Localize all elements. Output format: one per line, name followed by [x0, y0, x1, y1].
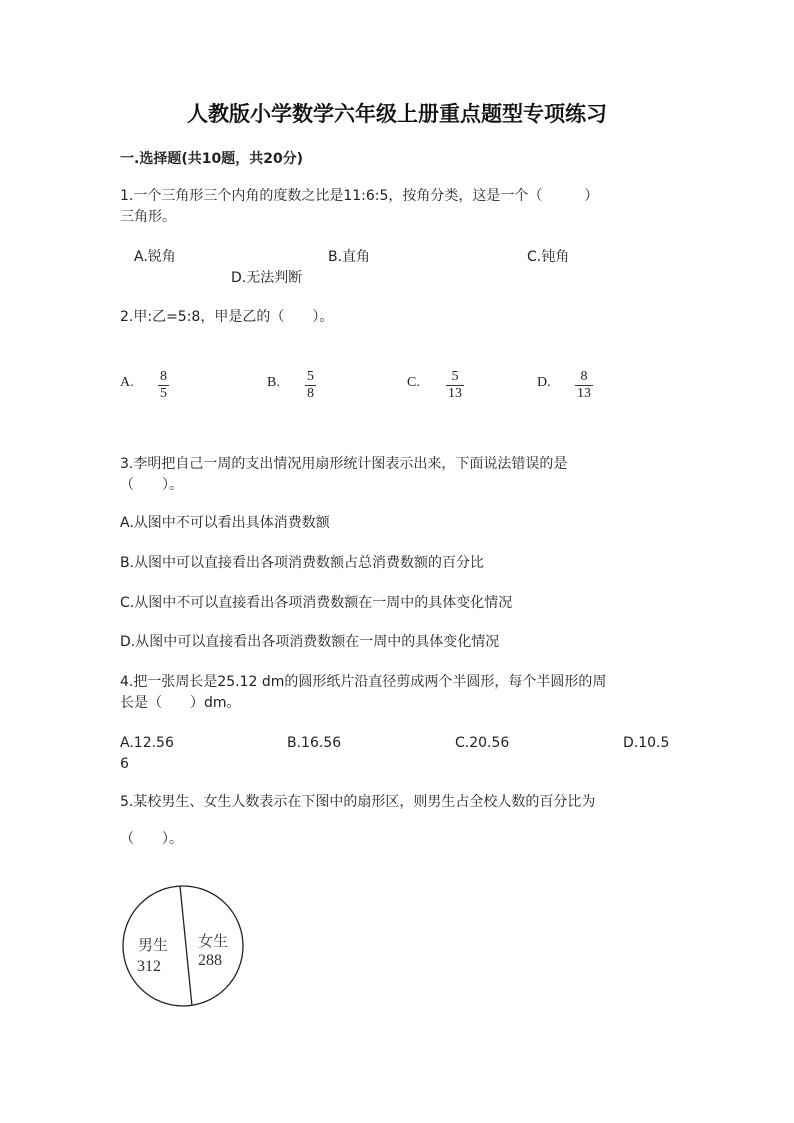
pie-value-boys: 312 — [137, 958, 161, 975]
pie-label-boys: 男生 — [138, 936, 169, 954]
question-4-option-d-wrap: 6 — [120, 756, 129, 772]
question-5-stem-cont: （ ）。 — [120, 831, 183, 847]
fraction-denominator: 8 — [307, 386, 314, 401]
question-3-option-a[interactable]: A.从图中不可以看出具体消费数额 — [120, 515, 330, 531]
question-4-option-b[interactable]: B.16.56 — [287, 735, 342, 751]
pie-value-girls: 288 — [198, 952, 222, 969]
question-4-option-d[interactable]: D.10.5 — [623, 735, 670, 751]
question-2-option-b[interactable]: B. — [267, 375, 280, 390]
question-2-fraction-d — [575, 369, 593, 402]
question-2-fraction-a — [158, 369, 169, 402]
question-4-option-a[interactable]: A.12.56 — [120, 735, 174, 751]
question-4-option-c[interactable]: C.20.56 — [455, 735, 510, 751]
question-2-fraction-b — [305, 369, 316, 402]
question-5-stem: 5.某校男生、女生人数表示在下图中的扇形区，则男生占全校人数的百分比为 — [120, 794, 596, 810]
question-1-stem-cont: 三角形。 — [120, 209, 176, 225]
question-3-option-b[interactable]: B.从图中可以直接看出各项消费数额占总消费数额的百分比 — [120, 555, 485, 571]
question-4-stem-cont: 长是（ ）dm。 — [120, 695, 241, 711]
pie-chart — [118, 880, 250, 1012]
question-3-stem-cont: （ ）。 — [120, 477, 183, 493]
fraction-denominator: 13 — [448, 386, 462, 401]
question-1-option-c[interactable]: C.钝角 — [527, 249, 570, 265]
question-1-option-b[interactable]: B.直角 — [328, 249, 371, 265]
question-2-stem: 2.甲:乙=5:8，甲是乙的（ ）。 — [120, 309, 334, 325]
fraction-denominator: 13 — [577, 386, 591, 401]
section-heading: 一.选择题(共10题，共20分) — [120, 151, 304, 167]
question-3-option-c[interactable]: C.从图中不可以直接看出各项消费数额在一周中的具体变化情况 — [120, 595, 513, 611]
question-3-stem: 3.李明把自己一周的支出情况用扇形统计图表示出来，下面说法错误的是 — [120, 456, 568, 472]
fraction-denominator: 5 — [160, 386, 167, 401]
question-2-option-c[interactable]: C. — [407, 375, 420, 390]
fraction-numerator: 8 — [580, 369, 588, 384]
pie-label-girls: 女生 — [198, 932, 229, 950]
page-title: 人教版小学数学六年级上册重点题型专项练习 — [187, 101, 607, 126]
question-4-stem: 4.把一张周长是25.12 dm的圆形纸片沿直径剪成两个半圆形，每个半圆形的周 — [120, 674, 607, 690]
fraction-numerator: 8 — [160, 369, 167, 384]
question-2-option-d[interactable]: D. — [537, 375, 551, 390]
question-1-option-a[interactable]: A.锐角 — [134, 249, 176, 265]
question-2-fraction-c — [446, 369, 464, 402]
question-1-option-d[interactable]: D.无法判断 — [231, 270, 303, 286]
fraction-numerator: 5 — [451, 369, 459, 384]
question-3-option-d[interactable]: D.从图中可以直接看出各项消费数额在一周中的具体变化情况 — [120, 634, 500, 650]
question-1-stem: 1.一个三角形三个内角的度数之比是11:6:5，按角分类，这是一个（ ） — [120, 188, 599, 204]
fraction-numerator: 5 — [307, 369, 314, 384]
question-2-option-a[interactable]: A. — [120, 375, 134, 390]
